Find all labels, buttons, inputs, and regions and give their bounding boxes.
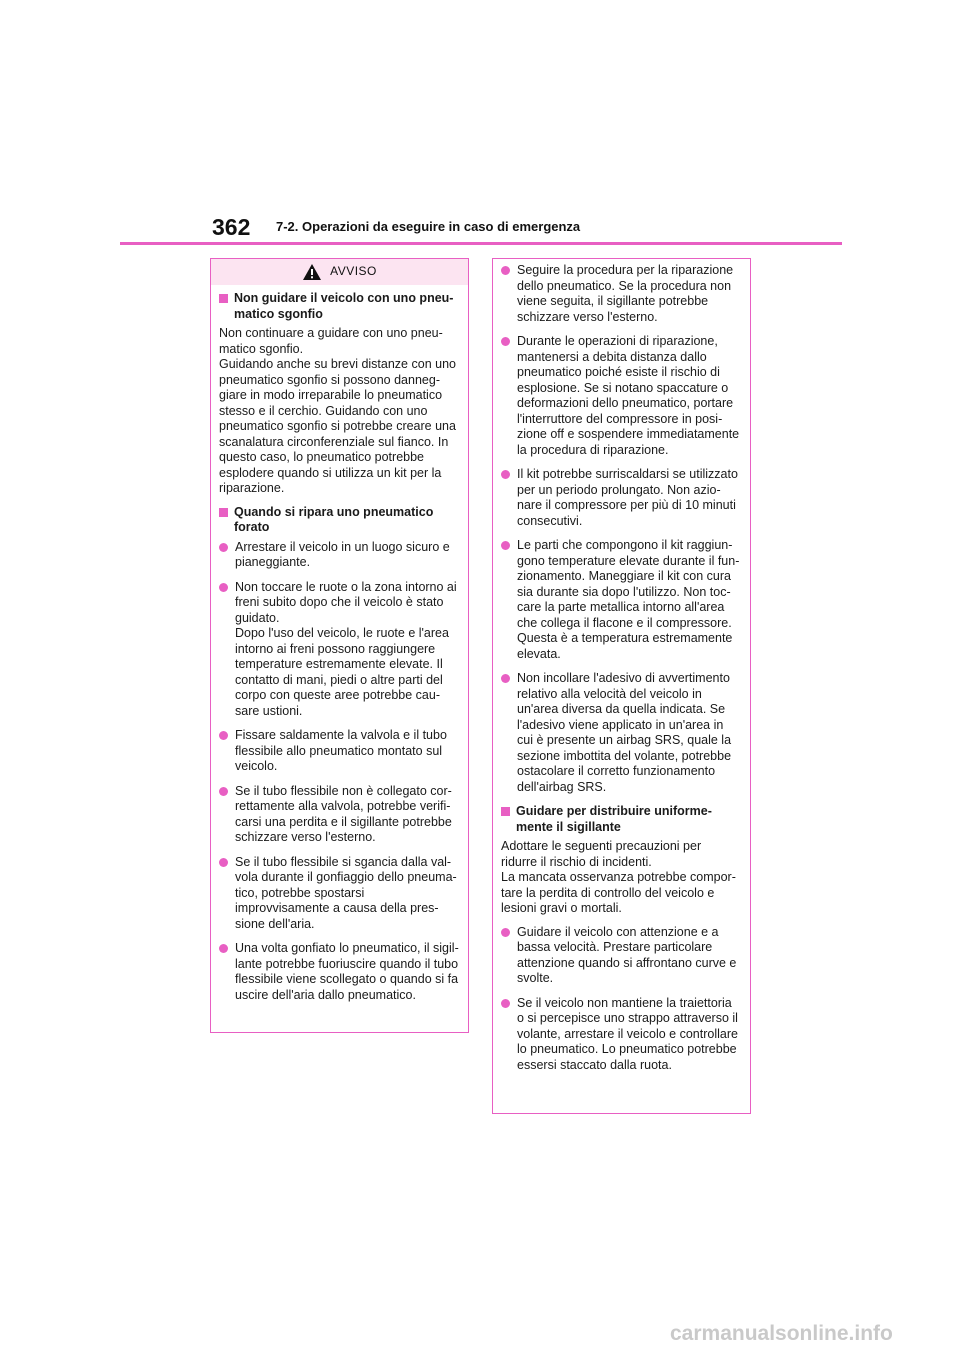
bullet-dot-icon [219, 731, 228, 740]
bullet-dot-icon [501, 999, 510, 1008]
list-item: Non incollare l'adesivo di avvertimento relativo alla velocità del veicolo in un'area diversa da quella indicata. Se l'adesivo viene applicato in un'area in cui è presente un airbag SRS, quale la sezione imbottita del volante, potrebbe ostacolare il corretto funzionamento dell'airbag SRS. [501, 671, 742, 795]
list-item: Una volta gonfiato lo pneumatico, il sigil- lante potrebbe fuoriuscire quando il tubo flessibile viene scollegato o quando si fa uscire dell'aria dallo pneumatico. [219, 941, 460, 1003]
list-item: Le parti che compongono il kit raggiun- gono temperature elevate durante il fun- zionamento. Maneggiare il kit con cura sia durante sia dopo l'utilizzo. Non toc- care la parte metallica intorno all'area che collega il flacone e il compressore. Questa è a temperatura estremamente elevata. [501, 538, 742, 662]
bullet-dot-icon [219, 787, 228, 796]
list-item: Non toccare le ruote o la zona intorno ai freni subito dopo che il veicolo è stato guidato. Dopo l'uso del veicolo, le ruote e l'area intorno ai freni possono raggiungere temperature estremamente elevate. Il contatto di mani, piedi o altre parti del corpo con queste aree potrebbe cau- sare ustioni. [219, 580, 460, 720]
heading-distribute-sealant: Guidare per distribuire uniforme- mente il sigillante [501, 804, 742, 835]
heading-repair: Quando si ripara uno pneumatico forato [219, 505, 460, 536]
bullet-dot-icon [501, 470, 510, 479]
page-number: 362 [212, 214, 251, 240]
list-item: Se il tubo flessibile si sgancia dalla val- vola durante il gonfiaggio dello pneuma- tico, potrebbe spostarsi improvvisamente a causa della pres- sione dell'aria. [219, 855, 460, 933]
bullet-dot-icon [219, 944, 228, 953]
bullet-dot-icon [219, 583, 228, 592]
paragraph-precautions: Adottare le seguenti precauzioni per ridurre il rischio di incidenti. La mancata osservanza potrebbe compor- tare la perdita di controllo del veicolo e lesioni gravi o mortali. [501, 839, 736, 915]
list-item: Se il tubo flessibile non è collegato cor- rettamente alla valvola, potrebbe verifi- carsi una perdita e il sigillante potrebbe schizzare verso l'esterno. [219, 784, 460, 846]
warning-box [210, 258, 469, 1033]
list-item: Arrestare il veicolo in un luogo sicuro e pianeggiante. [219, 540, 460, 571]
bullet-dot-icon [501, 337, 510, 346]
bullet-dot-icon [501, 928, 510, 937]
paragraph-flat-tire: Non continuare a guidare con uno pneu- matico sgonfio. Guidando anche su brevi distanze con uno pneumatico sgonfio si possono danneg- giare in modo irreparabile lo pneumatico stesso e il cerchio. Guidando con uno pneumatico sgonfio si potrebbe creare una scanalatura circonferenziale sul fianco. In questo caso, lo pneumatico potrebbe esplodere quando si utilizza un kit per la riparazione. [219, 326, 456, 495]
bullet-dot-icon [501, 541, 510, 550]
warning-box-continued [492, 258, 751, 1114]
square-bullet-icon [219, 508, 228, 517]
bullet-dot-icon [501, 266, 510, 275]
warning-title: AVVISO [330, 264, 377, 279]
bullet-dot-icon [501, 674, 510, 683]
list-item: Guidare il veicolo con attenzione e a bassa velocità. Prestare particolare attenzione quando si affrontano curve e svolte. [501, 925, 742, 987]
section-title: 7-2. Operazioni da eseguire in caso di emergenza [276, 219, 581, 234]
watermark: carmanualsonline.info [670, 1322, 893, 1345]
bullet-dot-icon [219, 858, 228, 867]
square-bullet-icon [219, 294, 228, 303]
list-item: Il kit potrebbe surriscaldarsi se utilizzato per un periodo prolungato. Non azio- nare il compressore per più di 10 minuti consecutivi. [501, 467, 742, 529]
list-item: Seguire la procedura per la riparazione dello pneumatico. Se la procedura non viene seguita, il sigillante potrebbe schizzare verso l'esterno. [501, 263, 742, 325]
list-item: Durante le operazioni di riparazione, mantenersi a debita distanza dallo pneumatico poiché esiste il rischio di esplosione. Se si notano spaccature o deformazioni dello pneumatico, portare l'interruttore del compressore in posi- zione off e sospendere immediatamente la procedura di riparazione. [501, 334, 742, 458]
warning-header [211, 259, 468, 285]
warning-triangle-icon [302, 263, 322, 281]
header-divider [120, 242, 842, 245]
heading-flat-tire: Non guidare il veicolo con uno pneu- matico sgonfio [219, 291, 460, 322]
bullet-dot-icon [219, 543, 228, 552]
list-item: Fissare saldamente la valvola e il tubo flessibile allo pneumatico montato sul veicolo. [219, 728, 460, 775]
list-item: Se il veicolo non mantiene la traiettoria o si percepisce uno strappo attraverso il volante, arrestare il veicolo e controllare lo pneumatico. Lo pneumatico potrebbe essersi staccato dalla ruota. [501, 996, 742, 1074]
square-bullet-icon [501, 807, 510, 816]
